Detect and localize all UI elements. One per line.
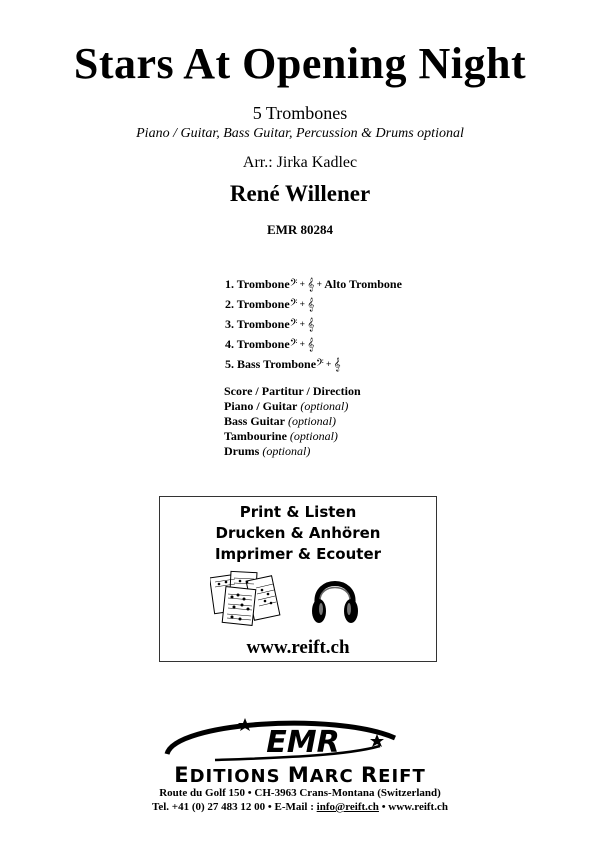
extra-part-name: Bass Guitar [224,414,286,428]
plus-separator: + [299,280,306,288]
print-listen-english: Print & Listen [239,503,357,521]
publisher-word: DITIONS [189,766,288,787]
publisher-word: ARC [309,766,361,787]
bass-clef-icon: 𝄢 [289,317,298,331]
extra-part-item [224,429,361,444]
part-label: 2. Trombone [225,297,290,311]
star-icon [238,718,252,731]
extra-part-note: (optional) [300,399,349,413]
extra-part-item [224,384,361,399]
clef-group [290,336,315,352]
part-item [225,314,402,334]
parts-list [225,274,402,374]
star-icon [370,734,384,747]
print-listen-box [159,496,437,662]
print-listen-french: Imprimer & Ecouter [214,545,382,563]
clef-group [290,296,315,312]
extra-part-name: Piano / Guitar [224,399,298,413]
contact-website: • www.reift.ch [378,801,448,813]
headphones-icon [310,569,360,629]
contact-phone: Tel. +41 (0) 27 483 12 00 • E-Mail : [152,801,317,813]
publisher-initial: R [361,763,379,787]
sheet-music-icon [210,570,282,626]
bass-clef-icon: 𝄢 [316,357,324,371]
catalog-number: EMR 80284 [266,222,334,237]
extra-part-name: Tambourine [224,429,287,443]
composer: René Willener [229,181,371,206]
bass-clef-icon: 𝄢 [289,337,298,351]
plus-separator: + [325,360,332,368]
optional-instruments: Piano / Guitar, Bass Guitar, Percussion & Drums optional [136,126,464,141]
extra-part-name: Drums [224,444,260,458]
extra-part-item [224,399,361,414]
bass-clef-icon: 𝄢 [289,297,298,311]
extra-parts-list [224,384,361,459]
emr-logo [155,716,445,764]
extra-part-note: (optional) [288,414,337,428]
page-title: Stars At Opening Night [73,39,527,88]
publisher-initial: E [174,763,190,787]
plus-separator: + [299,340,306,348]
arranger: Arr.: Jirka Kadlec [242,154,358,171]
extra-part-item [224,414,361,429]
part-label: 3. Trombone [225,317,290,331]
treble-clef-icon: 𝄞 [307,317,315,331]
logo-text: EMR [266,725,340,760]
contact-email-link[interactable]: info@reift.ch [316,801,379,813]
publisher-word: EIFT [378,766,426,787]
plus-separator: + [299,320,306,328]
publisher-contact [0,801,600,813]
treble-clef-icon: 𝄞 [307,297,315,311]
extra-part-note: (optional) [262,444,311,458]
publisher-address: Route du Golf 150 • CH-3963 Crans-Montana (Switzerland) [159,787,441,799]
instrumentation: 5 Trombones [252,103,348,123]
website-url[interactable]: www.reift.ch [246,637,350,658]
part-item [225,294,402,314]
clef-group [290,276,325,292]
part-item [225,334,402,354]
part-item [225,274,402,294]
clef-group [290,316,315,332]
treble-clef-icon: 𝄞 [307,337,315,351]
extra-part-name: Score / Partitur / Direction [224,384,361,398]
extra-part-item [224,444,361,459]
bass-clef-icon: 𝄢 [289,277,298,291]
treble-clef-icon: 𝄞 [307,277,315,291]
part-label: 1. Trombone [225,277,290,291]
plus-separator: + [299,300,306,308]
print-listen-german: Drucken & Anhören [215,524,381,542]
part-label: 4. Trombone [225,337,290,351]
publisher-initial: M [287,763,310,787]
part-item [225,354,402,374]
clef-group [316,356,341,372]
plus-separator: + [316,280,323,288]
publisher-name [0,763,600,787]
extra-part-note: (optional) [289,429,338,443]
treble-clef-icon: 𝄞 [333,357,341,371]
part-suffix: Alto Trombone [324,277,402,291]
part-label: 5. Bass Trombone [225,357,317,371]
